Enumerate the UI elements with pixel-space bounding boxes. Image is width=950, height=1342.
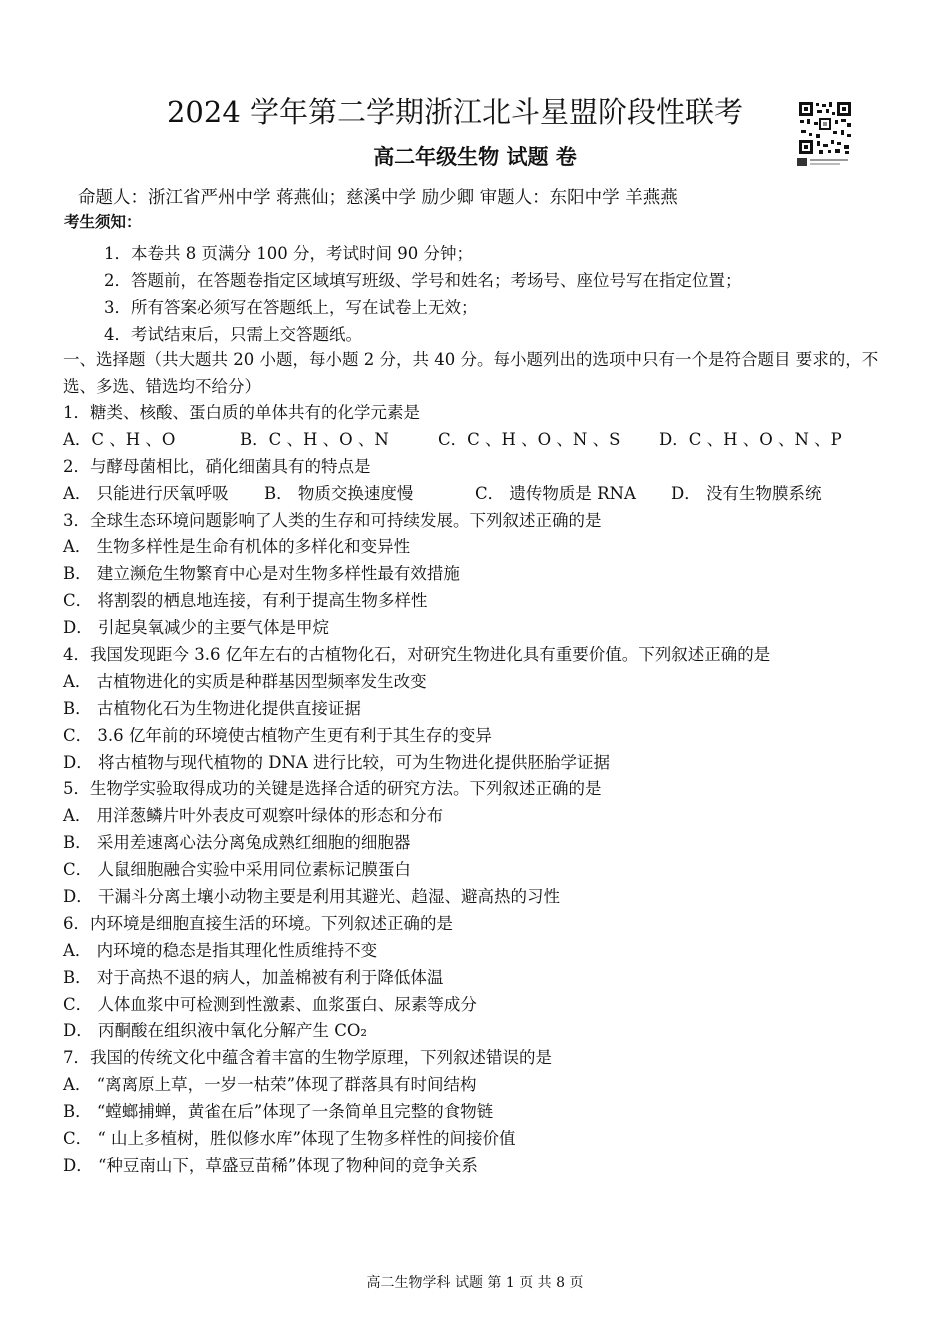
option-c: C． 3.6 亿年前的环境使古植物产生更有利于其生存的变异	[63, 725, 492, 745]
option-b: B． “螳螂捕蝉，黄雀在后”体现了一条简单且完整的食物链	[63, 1102, 494, 1122]
option-d: D．C 、H 、O 、N 、P	[659, 429, 842, 449]
option-b: B． 建立濒危生物繁育中心是对生物多样性最有效措施	[63, 564, 460, 584]
option-b: B．C 、H 、O 、N	[240, 429, 389, 449]
option-a: A． “离离原上草，一岁一枯荣”体现了群落具有时间结构	[63, 1075, 477, 1095]
option-a: A． 只能进行厌氧呼吸	[63, 483, 229, 503]
option-d: D． 丙酮酸在组织液中氧化分解产生 CO₂	[63, 1021, 367, 1041]
option-a: A． 内环境的稳态是指其理化性质维持不变	[63, 940, 378, 960]
option-d: D． 干漏斗分离土壤小动物主要是利用其避光、趋湿、避高热的习性	[63, 887, 560, 907]
option-c: C． 遗传物质是 RNA	[475, 483, 636, 503]
notice-list	[104, 240, 924, 348]
authors-line: 命题人：浙江省严州中学 蒋燕仙；慈溪中学 励少卿 审题人：东阳中学 羊燕燕	[78, 188, 678, 208]
questions-body	[63, 346, 893, 1180]
option-a: A． 生物多样性是生命有机体的多样化和变异性	[63, 537, 411, 557]
option-b: B． 古植物化石为生物进化提供直接证据	[63, 698, 361, 718]
exam-subtitle: 高二年级生物 试题 卷	[373, 145, 577, 169]
option-c: C． 人鼠细胞融合实验中采用同位素标记膜蛋白	[63, 860, 411, 880]
option-c: C．C 、H 、O 、N 、S	[438, 429, 621, 449]
question-stem: 5．生物学实验取得成功的关键是选择合适的研究方法。下列叙述正确的是	[63, 779, 602, 799]
question-stem: 2．与酵母菌相比，硝化细菌具有的特点是	[63, 456, 371, 476]
question-stem: 4．我国发现距今 3.6 亿年左右的古植物化石，对研究生物进化具有重要价值。下列叙述正确的是	[63, 645, 771, 665]
option-a: A． 用洋葱鳞片叶外表皮可观察叶绿体的形态和分布	[63, 806, 444, 826]
option-c: C． “ 山上多植树，胜似修水库”体现了生物多样性的间接价值	[63, 1129, 516, 1149]
question-stem: 3．全球生态环境问题影响了人类的生存和可持续发展。下列叙述正确的是	[63, 510, 602, 530]
option-a: A． 古植物进化的实质是种群基因型频率发生改变	[63, 671, 427, 691]
option-d: D． 没有生物膜系统	[671, 483, 822, 503]
notice-item: 4．考试结束后，只需上交答题纸。	[104, 325, 362, 344]
notice-item: 3．所有答案必须写在答题纸上，写在试卷上无效；	[104, 298, 478, 317]
notice-item: 1．本卷共 8 页满分 100 分，考试时间 90 分钟；	[104, 244, 473, 263]
question-options	[63, 481, 893, 508]
option-b: B． 物质交换速度慢	[264, 483, 414, 503]
question-stem: 1．糖类、核酸、蛋白质的单体共有的化学元素是	[63, 403, 420, 422]
notice-heading: 考生须知：	[64, 213, 142, 231]
option-d: D． 引起臭氧减少的主要气体是甲烷	[63, 618, 329, 638]
option-c: C． 人体血浆中可检测到性激素、血浆蛋白、尿素等成分	[63, 994, 477, 1014]
option-c: C． 将割裂的栖息地连接，有利于提高生物多样性	[63, 591, 428, 611]
option-b: B． 采用差速离心法分离兔成熟红细胞的细胞器	[63, 833, 411, 853]
option-a: A．C 、H 、O	[63, 429, 176, 449]
notice-item: 2．答题前，在答题卷指定区域填写班级、学号和姓名；考场号、座位号写在指定位置；	[104, 271, 742, 290]
question-stem: 7．我国的传统文化中蕴含着丰富的生物学原理，下列叙述错误的是	[63, 1048, 552, 1068]
exam-title: 2024 学年第二学期浙江北斗星盟阶段性联考	[166, 95, 744, 129]
page-footer: 高二生物学科 试题 第 1 页 共 8 页	[366, 1275, 584, 1291]
option-d: D． “种豆南山下，草盛豆苗稀”体现了物种间的竞争关系	[63, 1155, 478, 1175]
option-d: D． 将古植物与现代植物的 DNA 进行比较，可为生物进化提供胚胎学证据	[63, 752, 611, 772]
question-options	[63, 427, 893, 454]
section-heading: 一、选择题（共大题共 20 小题，每小题 2 分，共 40 分。每小题列出的选项中只有一个是符合题目 要求的，不选、多选、错选均不给分）	[63, 350, 879, 396]
question-stem: 6．内环境是细胞直接生活的环境。下列叙述正确的是	[63, 913, 453, 933]
option-b: B． 对于高热不退的病人，加盖棉被有利于降低体温	[63, 967, 444, 987]
